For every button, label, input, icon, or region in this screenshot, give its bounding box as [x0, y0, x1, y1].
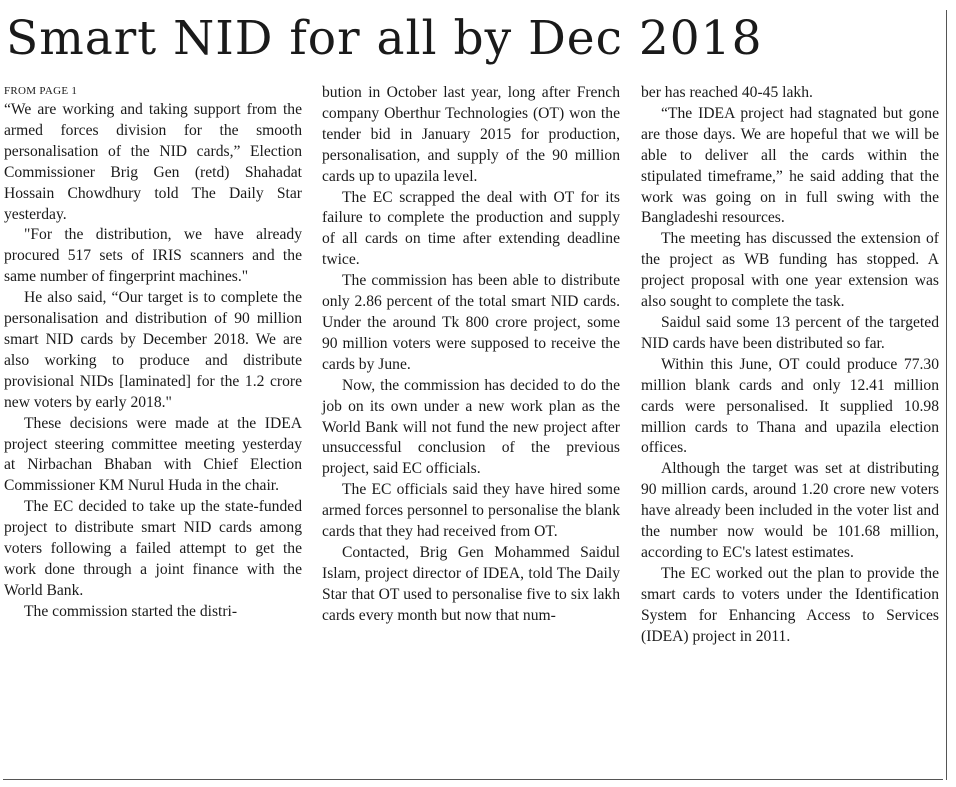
- paragraph: Contacted, Brig Gen Mohammed Saidul Islam, project director of IDEA, told The Daily Star that OT used to personalise five to six lakh cards every month but now that num-: [322, 543, 620, 624]
- paragraph: He also said, “Our target is to complete the personalisation and distribution of 90 million smart NID cards by December 2018. We are also working to produce and distribute provisional NIDs [laminated] for the 1.2 crore new voters by early 2018.": [4, 289, 302, 411]
- paragraph: These decisions were made at the IDEA project steering committee meeting yesterday at Nirbachan Bhaban with Chief Election Commissioner KM Nurul Huda in the chair.: [4, 414, 302, 495]
- paragraph: Saidul said some 13 percent of the targeted NID cards have been distributed so far.: [641, 313, 939, 352]
- paragraph: Although the target was set at distributing 90 million cards, around 1.20 crore new voters have already been included in the voter list and the number now would be 101.68 million, according to EC's latest estimates.: [641, 460, 939, 561]
- paragraph: “We are working and taking support from the armed forces division for the smooth personalisation of the NID cards,” Election Commissioner Brig Gen (retd) Shahadat Hossain Chowdhury told The Daily Star yesterday.: [4, 101, 302, 223]
- paragraph: ber has reached 40-45 lakh.: [641, 84, 813, 101]
- paragraph: “The IDEA project had stagnated but gone are those days. We are hopeful that we will be able to deliver all the cards within the stipulated timeframe,” he said adding that the work was going on in full swing with the Bangladeshi resources.: [641, 104, 939, 227]
- paragraph: Within this June, OT could produce 77.30 million blank cards and only 12.41 million cards were personalised. It supplied 10.98 million cards to Thana and upazila election offices.: [641, 355, 939, 457]
- article-column-2: [322, 83, 620, 627]
- article-column-1: [4, 83, 302, 623]
- paragraph: The EC decided to take up the state-funded project to distribute smart NID cards among voters following a failed attempt to get the work done through a joint finance with the World Bank.: [4, 498, 302, 599]
- column-rule: [946, 10, 947, 780]
- paragraph: The EC scrapped the deal with OT for its failure to complete the production and supply of all cards on time after extending deadline twice.: [322, 188, 620, 269]
- article-column-3: [641, 83, 939, 647]
- paragraph: The EC officials said they have hired some armed forces personnel to personalise the blank cards that they had received from OT.: [322, 481, 620, 541]
- headline: Smart NID for all by Dec 2018: [6, 11, 763, 66]
- paragraph: The meeting has discussed the extension of the project as WB funding has stopped. A project proposal with one year extension was also sought to complete the task.: [641, 230, 939, 311]
- paragraph: The EC worked out the plan to provide the smart cards to voters under the Identification System for Enhancing Access to Services (IDEA) project in 2011.: [641, 564, 939, 645]
- kicker: FROM PAGE 1: [4, 85, 78, 97]
- paragraph: bution in October last year, long after French company Oberthur Technologies (OT) won the tender bid in January 2015 for production, personalisation, and supply of the 90 million cards up to upazila level.: [322, 84, 620, 185]
- paragraph: Now, the commission has decided to do the job on its own under a new work plan as the World Bank will not fund the new project after unsuccessful conclusion of the previous project, said EC officials.: [322, 376, 620, 478]
- bottom-rule: [3, 779, 943, 780]
- paragraph: The commission has been able to distribute only 2.86 percent of the total smart NID cards. Under the around Tk 800 crore project, some 90 million voters were supposed to receive the cards by June.: [322, 272, 620, 373]
- paragraph: "For the distribution, we have already procured 517 sets of IRIS scanners and the same number of fingerprint machines.": [4, 226, 302, 286]
- paragraph: The commission started the distri-: [24, 602, 238, 620]
